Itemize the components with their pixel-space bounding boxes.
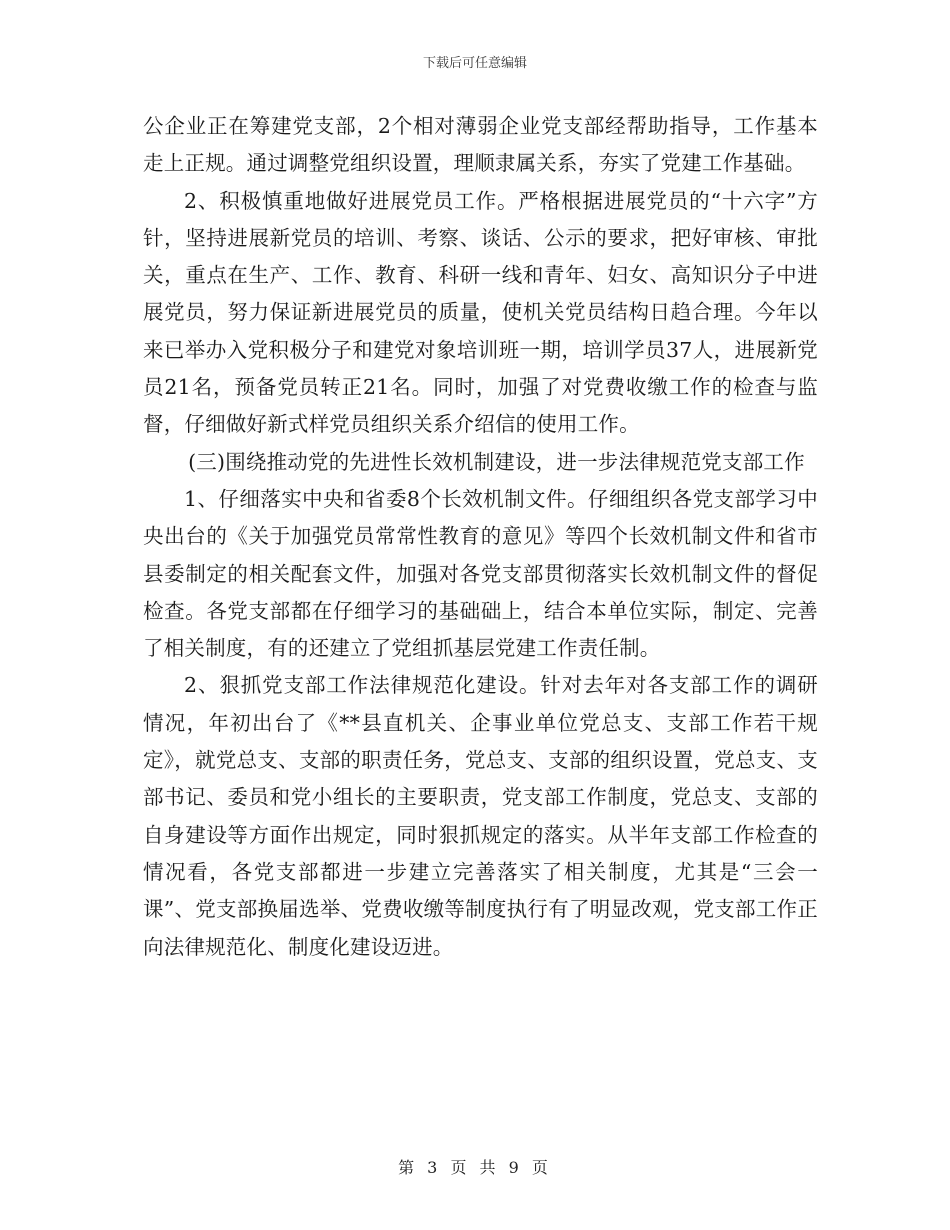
page-number-footer: 第 3 页 共 9 页 — [398, 1158, 552, 1177]
paragraph-branch-standardization: 2、狠抓党支部工作法律规范化建设。针对去年对各支部工作的调研情况，年初出台了《**县直机关、企事业单位党总支、支部工作若干规定》，就党总支、支部的职责任务，党总支、支部的组织设置，党总支、支部书记、委员和党小组长的主要职责，党支部工作制度，党总支、支部的自身建设等方面作出规定，同时狠抓规定的落实。从半年支部工作检查的情况看，各党支部都进一步建立完善落实了相关制度，尤其是“三会一课”、党支部换届选举、党费收缴等制度执行有了明显改观，党支部工作正向法律规范化、制度化建设迈进。 — [143, 673, 818, 959]
paragraph-continued: 公企业正在筹建党支部，2个相对薄弱企业党支部经帮助指导，工作基本走上正规。通过调整党组织设置，理顺隶属关系，夯实了党建工作基础。 — [143, 114, 818, 176]
paragraph-party-member-development: 2、积极慎重地做好进展党员工作。严格根据进展党员的“十六字”方针，坚持进展新党员的培训、考察、谈话、公示的要求，把好审核、审批关，重点在生产、工作、教育、科研一线和青年、妇女、高知识分子中进展党员，努力保证新进展党员的质量，使机关党员结构日趋合理。今年以来已举办入党积极分子和建党对象培训班一期，培训学员37人，进展新党员21名，预备党员转正21名。同时，加强了对党费收缴工作的检查与监督，仔细做好新式样党员组织关系介绍信的使用工作。 — [143, 188, 818, 437]
document-body — [143, 108, 818, 966]
page-header: 下载后可任意编辑 — [422, 56, 527, 71]
paragraph-long-term-mechanism: 1、仔细落实中央和省委8个长效机制文件。仔细组织各党支部学习中央出台的《关于加强党员常常性教育的意见》等四个长效机制文件和省市县委制定的相关配套文件，加强对各党支部贯彻落实长效机制文件的督促检查。各党支部都在仔细学习的基础础上，结合本单位实际，制定、完善了相关制度，有的还建立了党组抓基层党建工作责任制。 — [143, 486, 818, 661]
section-heading-three: (三)围绕推动党的先进性长效机制建设，进一步法律规范党支部工作 — [188, 449, 805, 474]
